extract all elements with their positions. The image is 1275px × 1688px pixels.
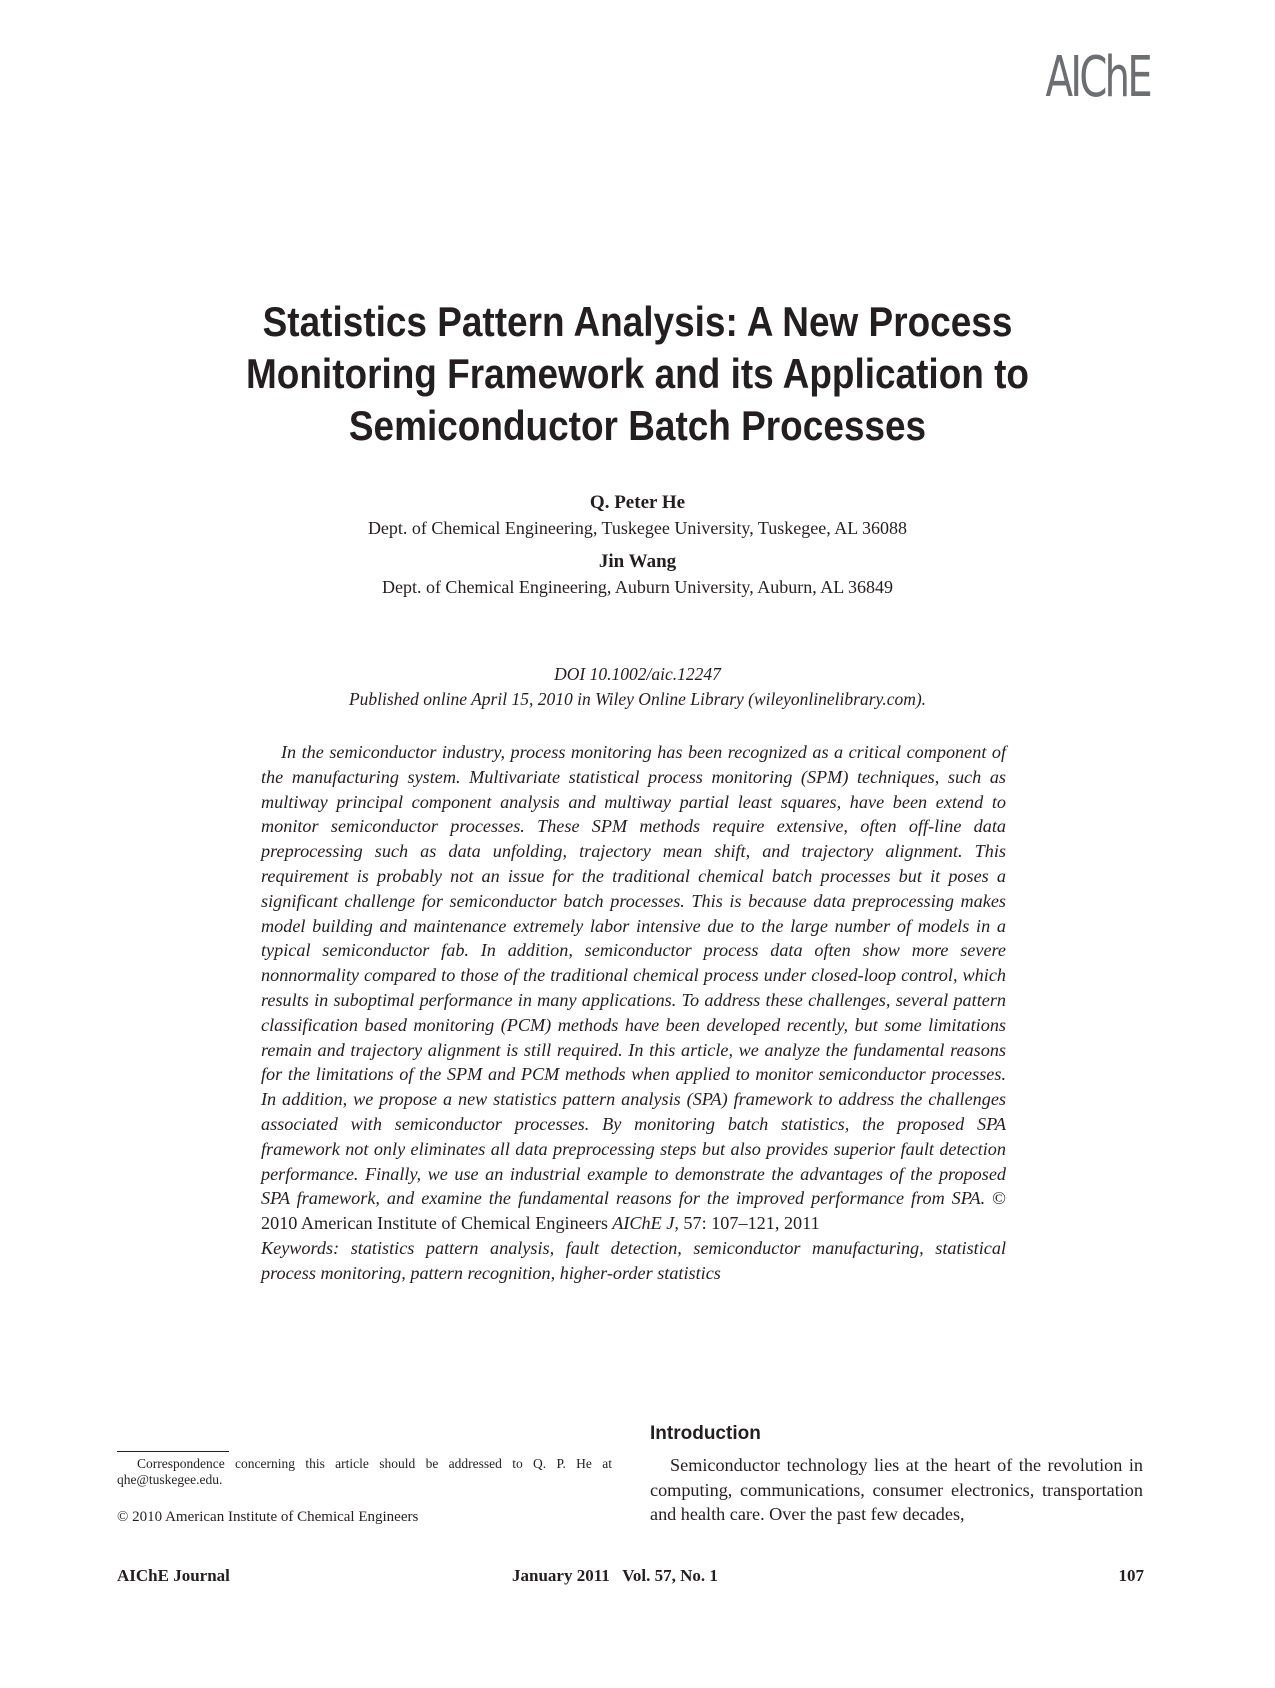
publication-info bbox=[0, 662, 1275, 712]
keywords: Keywords: statistics pattern analysis, fault detection, semiconductor manufacturing, statistical process monitoring, pattern recognition, higher-order statistics bbox=[261, 1237, 1006, 1283]
footer-issue: January 2011 Vol. 57, No. 1 bbox=[512, 1566, 718, 1585]
doi: DOI 10.1002/aic.12247 bbox=[554, 664, 721, 684]
section-heading-introduction: Introduction bbox=[650, 1423, 761, 1444]
abstract-copyright: © 2010 American Institute of Chemical Engineers bbox=[261, 1188, 1006, 1234]
abstract-text: In the semiconductor industry, process monitoring has been recognized as a critical component of the manufacturing system. Multivariate statistical process monitoring (SPM) techniques, such as multiway principal component analysis and multiway partial least squares, have been extend to monitor semiconductor processes. These SPM methods require extensive, often off-line data preprocessing such as data unfolding, trajectory mean shift, and trajectory alignment. This requirement is probably not an issue for the traditional chemical batch processes but it poses a significant challenge for semiconductor batch processes. This is because data preprocessing makes model building and maintenance extremely labor intensive due to the large number of models in a typical semiconductor fab. In addition, semiconductor process data often show more severe nonnormality compared to those of the traditional chemical process under closed-loop control, which results in suboptimal performance in many applications. To address these challenges, several pattern classification based monitoring (PCM) methods have been developed recently, but some limitations remain and trajectory alignment is still required. In this article, we analyze the fundamental reasons for the limitations of the SPM and PCM methods when applied to monitor semiconductor processes. In addition, we propose a new statistics pattern analysis (SPA) framework to address the challenges associated with semiconductor processes. By monitoring batch statistics, the proposed SPA framework not only eliminates all data preprocessing steps but also provides superior fault detection performance. Finally, we use an industrial example to demonstrate the advantages of the proposed SPA framework, and examine the fundamental reasons for the improved performance from SPA. bbox=[261, 742, 1006, 1209]
footer-journal: AIChE Journal bbox=[117, 1566, 230, 1585]
correspondence-note: Correspondence concerning this article should be addressed to Q. P. He at qhe@tuskegee.edu. bbox=[117, 1456, 612, 1487]
abstract-citation: 57: 107–121, 2011 bbox=[683, 1213, 820, 1234]
author-affiliation: Dept. of Chemical Engineering, Auburn University, Auburn, AL 36849 bbox=[381, 577, 894, 597]
copyright-notice: © 2010 American Institute of Chemical Engineers bbox=[117, 1509, 419, 1525]
author-block bbox=[0, 549, 1275, 599]
published-online: Published online April 15, 2010 in Wiley Online Library (wileyonlinelibrary.com). bbox=[348, 689, 927, 709]
author-name: Jin Wang bbox=[598, 551, 677, 572]
paper-title bbox=[0, 296, 1275, 452]
abstract bbox=[261, 740, 1006, 1286]
author-block bbox=[0, 490, 1275, 540]
journal-abbreviation: AIChE J, bbox=[612, 1213, 679, 1234]
page-number: 107 bbox=[1118, 1566, 1144, 1585]
author-name: Q. Peter He bbox=[589, 492, 686, 513]
introduction-text: Semiconductor technology lies at the heart of the revolution in computing, communications, consumer electronics, transportation and health care. Over the past few decades, bbox=[650, 1455, 1143, 1524]
author-affiliation: Dept. of Chemical Engineering, Tuskegee University, Tuskegee, AL 36088 bbox=[367, 518, 908, 538]
title-line: Semiconductor Batch Processes bbox=[348, 402, 927, 449]
title-line: Statistics Pattern Analysis: A New Process bbox=[262, 298, 1013, 345]
footnote-divider bbox=[117, 1451, 229, 1452]
aiche-logo: AIChE bbox=[1045, 45, 1150, 110]
title-line: Monitoring Framework and its Application to bbox=[245, 350, 1030, 397]
abstract-body bbox=[261, 740, 1006, 1236]
footnote bbox=[117, 1456, 612, 1488]
